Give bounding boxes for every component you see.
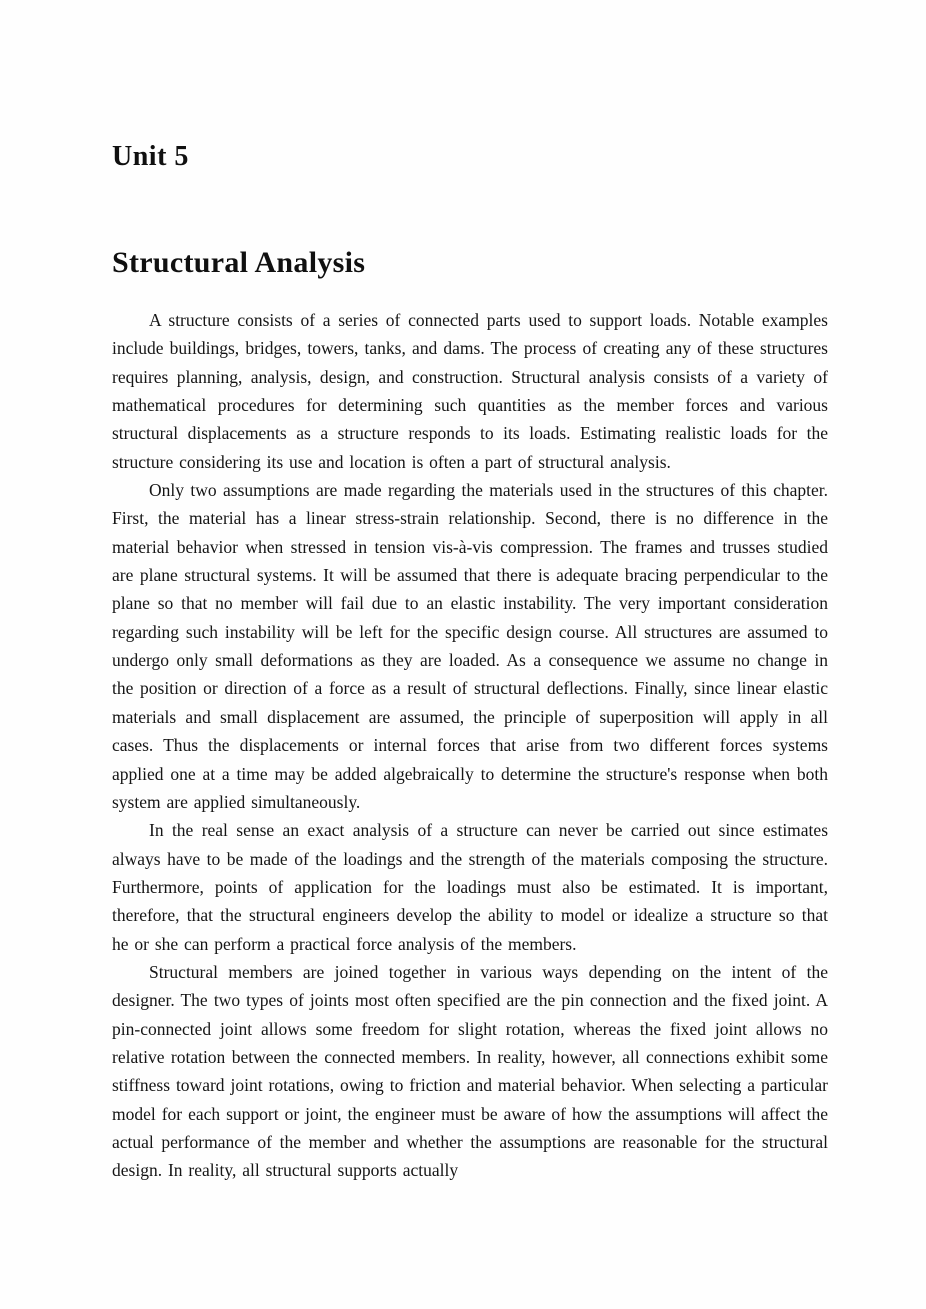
body-text [112,306,828,1185]
paragraph-1: A structure consists of a series of connected parts used to support loads. Notable examples include buildings, bridges, towers, tanks, and dams. The process of creating any of these structures requires planning, analysis, design, and construction. Structural analysis consists of a variety of mathematical procedures for determining such quantities as the member forces and various structural displacements as a structure responds to its loads. Estimating realistic loads for the structure considering its use and location is often a part of structural analysis. [112,310,828,472]
paragraph-3: In the real sense an exact analysis of a structure can never be carried out since estimates always have to be made of the loadings and the strength of the materials composing the structure. Furthermore, points of application for the loadings must also be estimated. It is important, therefore, that the structural engineers develop the ability to model or idealize a structure so that he or she can perform a practical force analysis of the members. [112,820,828,954]
unit-label: Unit 5 [112,141,189,172]
paragraph-2: Only two assumptions are made regarding the materials used in the structures of this chapter. First, the material has a linear stress-strain relationship. Second, there is no difference in the material behavior when stressed in tension vis-à-vis compression. The frames and trusses studied are plane structural systems. It will be assumed that there is adequate bracing perpendicular to the plane so that no member will fail due to an elastic instability. The very important consideration regarding such instability will be left for the specific design course. All structures are assumed to undergo only small deformations as they are loaded. As a consequence we assume no change in the position or direction of a force as a result of structural deflections. Finally, since linear elastic materials and small displacement are assumed, the principle of superposition will apply in all cases. Thus the displacements or internal forces that arise from two different forces systems applied one at a time may be added algebraically to determine the structure's response when both system are applied simultaneously. [112,480,828,812]
paragraph-4: Structural members are joined together in various ways depending on the intent of the designer. The two types of joints most often specified are the pin connection and the fixed joint. A pin-connected joint allows some freedom for slight rotation, whereas the fixed joint allows no relative rotation between the connected members. In reality, however, all connections exhibit some stiffness toward joint rotations, owing to friction and material behavior. When selecting a particular model for each support or joint, the engineer must be aware of how the assumptions will affect the actual performance of the member and whether the assumptions are reasonable for the structural design. In reality, all structural supports actually [112,961,828,1181]
page-title: Structural Analysis [112,246,366,279]
